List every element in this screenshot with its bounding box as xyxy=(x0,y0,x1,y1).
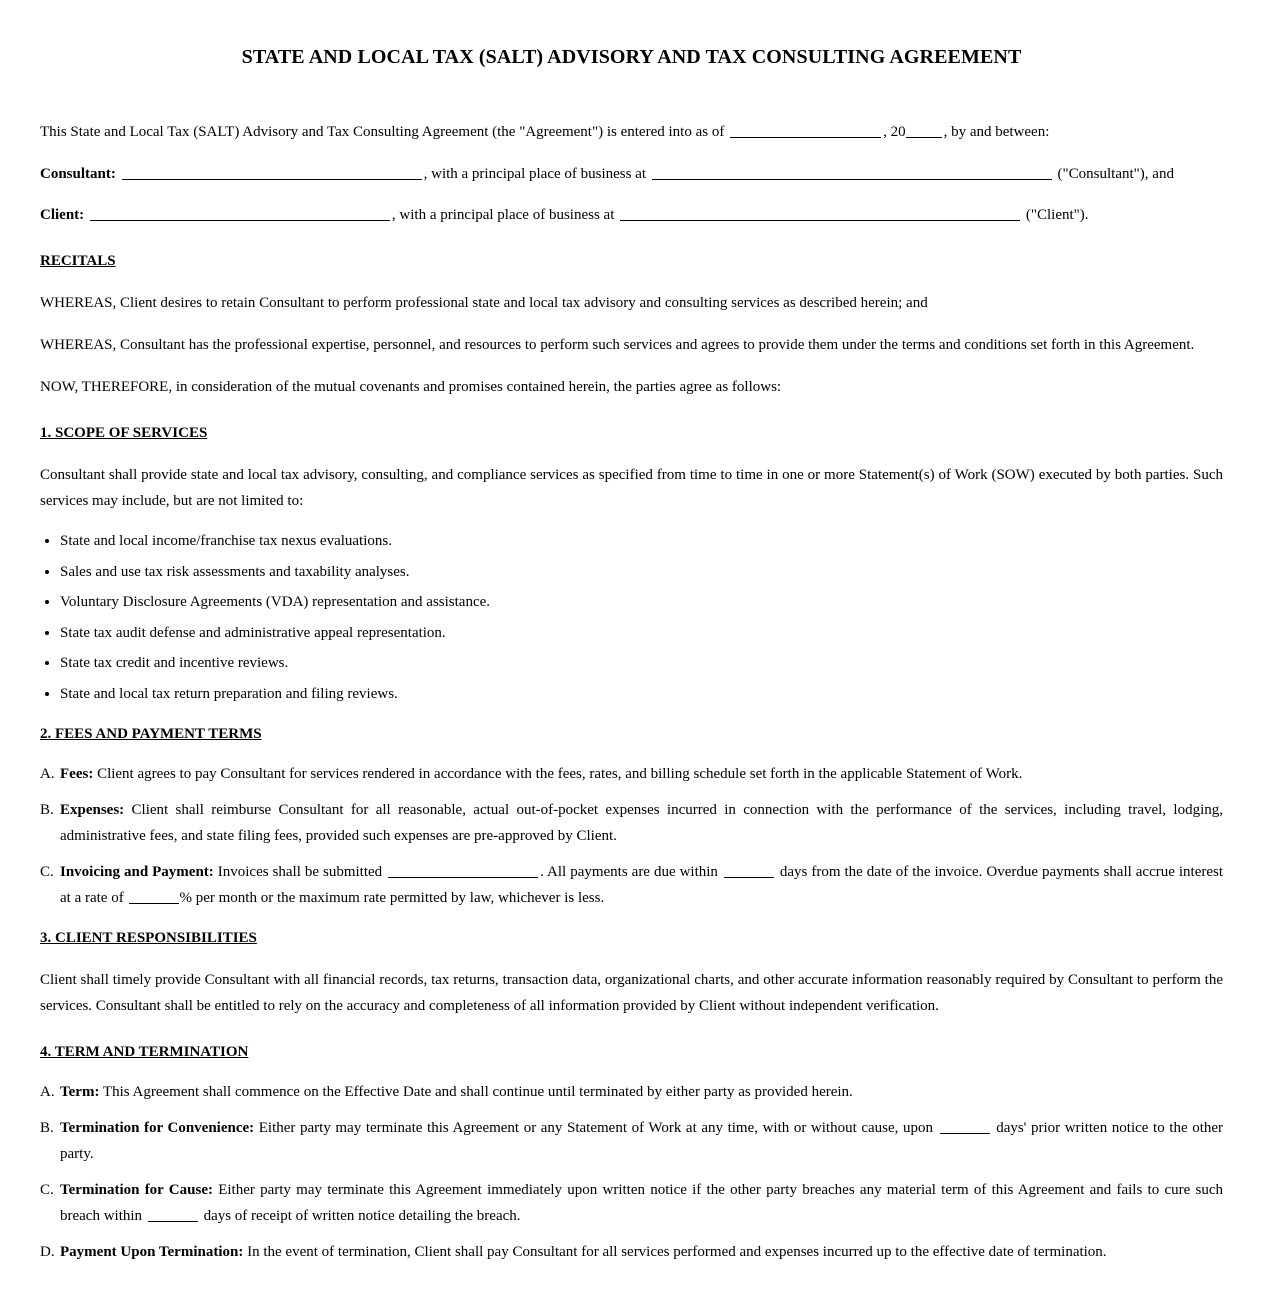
section-3-heading: 3. CLIENT RESPONSIBILITIES xyxy=(40,929,257,946)
whereas-2: WHEREAS, Consultant has the professional expertise, personnel, and resources to perform such services and agrees to provide them under the terms and conditions set forth in this Agreement. xyxy=(40,337,1195,353)
item-text: days' prior written notice to the other party. xyxy=(60,1119,1224,1162)
client-mid: , with a principal place of business at xyxy=(391,207,615,223)
item-letter: D. xyxy=(40,1243,55,1260)
fees-list xyxy=(40,761,1223,911)
consultant-mid: , with a principal place of business at xyxy=(423,166,647,182)
item-letter: C. xyxy=(40,1181,54,1198)
list-item: • Voluntary Disclosure Agreements (VDA) representation and assistance. xyxy=(60,589,1223,615)
client-label: Client: xyxy=(40,207,85,223)
recitals-heading: RECITALS xyxy=(40,253,116,269)
section-1-body: Consultant shall provide state and local tax advisory, consulting, and compliance services as specified from time to time in one or more Statement(s) of Work (SOW) executed by both parties. Such services may include, but are not limited to: xyxy=(40,467,1223,509)
intro-paragraph xyxy=(40,119,1223,145)
item-letter: A. xyxy=(40,1083,55,1100)
whereas-1: WHEREAS, Client desires to retain Consultant to perform professional state and local tax advisory and consulting services as described herein; and xyxy=(40,295,928,311)
item-text: Client shall reimburse Consultant for all reasonable, actual out-of-pocket expenses incurred in connection with the performance of the services, including travel, lodging, administrative fees, and state filing fees, provided such expenses are pre-approved by Client. xyxy=(60,801,1223,844)
item-text: % per month or the maximum rate permitted by law, whichever is less. xyxy=(179,889,605,906)
termination-convenience-item xyxy=(40,1115,1223,1167)
invoicing-item xyxy=(40,859,1223,911)
item-letter: A. xyxy=(40,765,55,782)
invoice-schedule-blank[interactable] xyxy=(388,862,538,878)
item-text: days of receipt of written notice detailing the breach. xyxy=(203,1207,521,1224)
consultant-address-blank[interactable] xyxy=(652,164,1052,180)
item-label: Invoicing and Payment: xyxy=(60,863,214,880)
document-title: STATE AND LOCAL TAX (SALT) ADVISORY AND TAX CONSULTING AGREEMENT xyxy=(241,46,1022,68)
section-2-heading: 2. FEES AND PAYMENT TERMS xyxy=(40,725,262,742)
item-letter: C. xyxy=(40,863,54,880)
now-therefore: NOW, THEREFORE, in consideration of the mutual covenants and promises contained herein, the parties agree as follows: xyxy=(40,379,782,395)
item-text: . All payments are due within xyxy=(540,863,718,880)
client-name-blank[interactable] xyxy=(90,205,390,221)
item-label: Payment Upon Termination: xyxy=(60,1243,244,1260)
item-text: This Agreement shall commence on the Effective Date and shall continue until terminated by either party as provided herein. xyxy=(99,1083,853,1100)
item-label: Fees: xyxy=(60,765,94,782)
notice-days-blank[interactable] xyxy=(940,1118,990,1134)
intro-text: This State and Local Tax (SALT) Advisory and Tax Consulting Agreement (the "Agreement") is entered into as of xyxy=(40,124,725,140)
list-item: • Sales and use tax risk assessments and taxability analyses. xyxy=(60,559,1223,585)
item-text: Either party may terminate this Agreement immediately upon written notice if the other party breaches any material term of this Agreement and fails to cure such breach within xyxy=(60,1181,1224,1224)
date-blank[interactable] xyxy=(730,122,881,138)
item-text: In the event of termination, Client shall pay Consultant for all services performed and expenses incurred up to the effective date of termination. xyxy=(243,1243,1107,1260)
cure-days-blank[interactable] xyxy=(148,1206,198,1222)
payment-upon-termination-item xyxy=(40,1239,1223,1265)
list-item: • State and local tax return preparation and filing reviews. xyxy=(60,681,1223,707)
consultant-end: ("Consultant"), and xyxy=(1057,166,1174,182)
client-address-blank[interactable] xyxy=(620,205,1020,221)
item-text: Either party may terminate this Agreement or any Statement of Work at any time, with or without cause, upon xyxy=(254,1119,933,1136)
item-label: Termination for Cause: xyxy=(60,1181,213,1198)
list-item: • State tax credit and incentive reviews. xyxy=(60,650,1223,676)
client-end: ("Client"). xyxy=(1025,207,1089,223)
section-4-heading: 4. TERM AND TERMINATION xyxy=(40,1043,249,1060)
year-blank[interactable] xyxy=(906,122,942,138)
term-item xyxy=(40,1079,1223,1105)
services-list xyxy=(40,528,1223,707)
item-letter: B. xyxy=(40,801,54,818)
year-prefix: , 20 xyxy=(883,124,906,140)
intro-tail: , by and between: xyxy=(943,124,1050,140)
fees-item xyxy=(40,761,1223,787)
client-line xyxy=(40,202,1223,228)
item-text: Client agrees to pay Consultant for services rendered in accordance with the fees, rates, and billing schedule set forth in the applicable Statement of Work. xyxy=(93,765,1023,782)
list-item: • State tax audit defense and administrative appeal representation. xyxy=(60,620,1223,646)
item-label: Termination for Convenience: xyxy=(60,1119,255,1136)
item-letter: B. xyxy=(40,1119,54,1136)
consultant-line xyxy=(40,161,1223,187)
item-label: Expenses: xyxy=(60,801,125,818)
item-label: Term: xyxy=(60,1083,100,1100)
list-item: • State and local income/franchise tax nexus evaluations. xyxy=(60,528,1223,554)
consultant-name-blank[interactable] xyxy=(122,164,422,180)
section-1-heading: 1. SCOPE OF SERVICES xyxy=(40,425,208,441)
termination-cause-item xyxy=(40,1177,1223,1229)
item-text: Invoices shall be submitted xyxy=(213,863,383,880)
section-3-body: Client shall timely provide Consultant with all financial records, tax returns, transaction data, organizational charts, and other accurate information reasonably required by Consultant to perform the services. Consultant shall be entitled to rely on the accuracy and completeness of all information provided by Client without independent verification. xyxy=(40,971,1223,1014)
consultant-label: Consultant: xyxy=(40,166,116,182)
term-list xyxy=(40,1079,1223,1265)
expenses-item xyxy=(40,797,1223,849)
item-text: days from the date of the invoice. Overdue payments shall accrue interest at a rate of xyxy=(60,863,1224,906)
due-days-blank[interactable] xyxy=(724,862,774,878)
interest-rate-blank[interactable] xyxy=(129,888,179,904)
